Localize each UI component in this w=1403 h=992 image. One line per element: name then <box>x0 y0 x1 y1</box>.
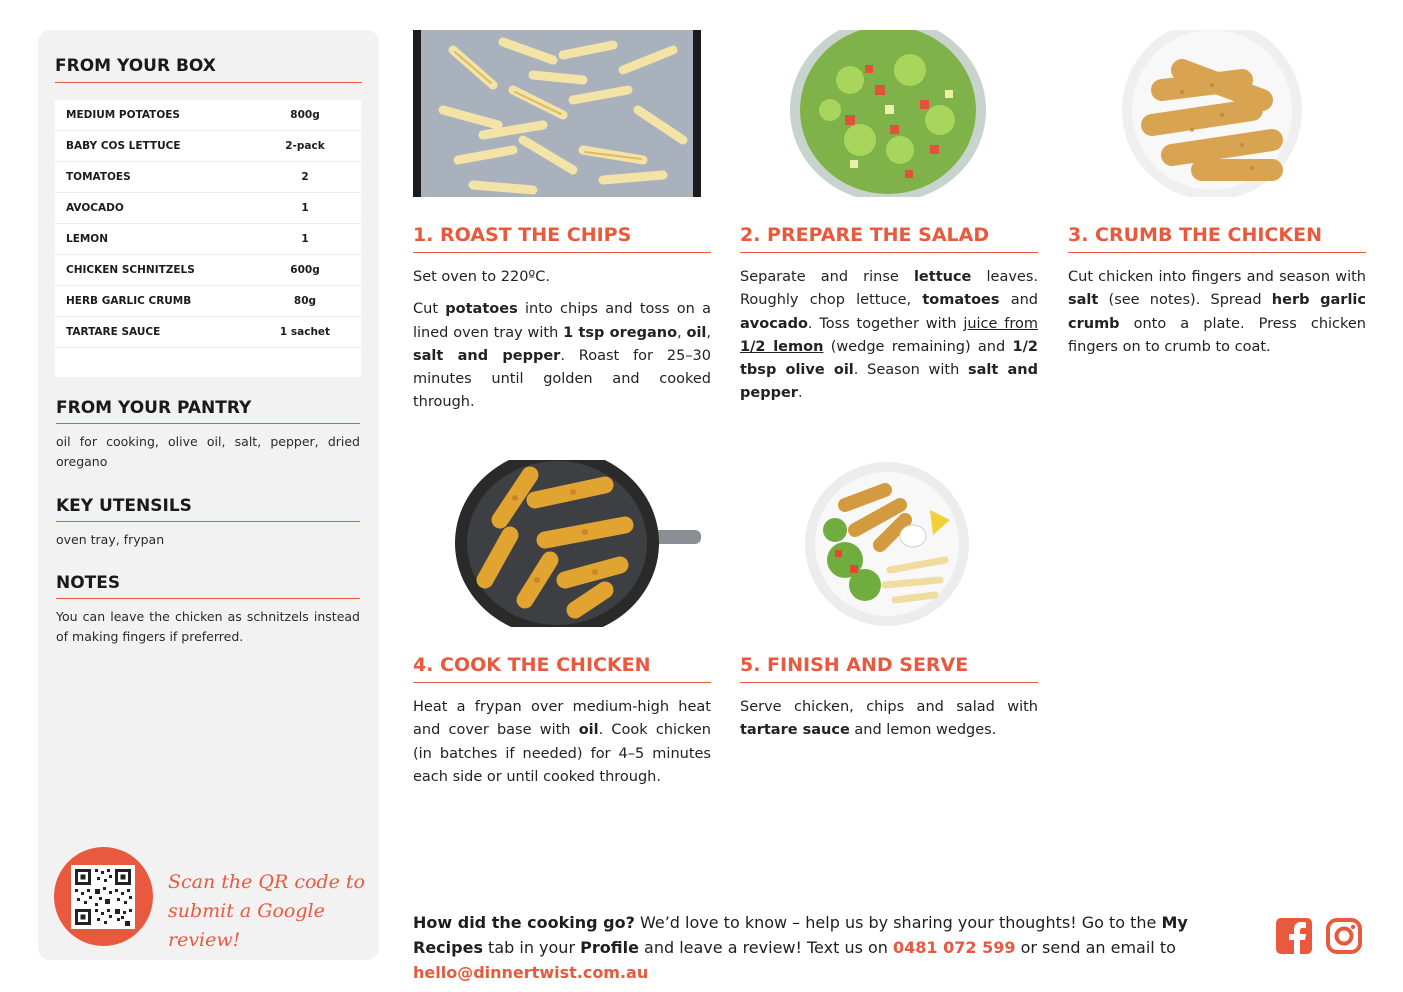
step-3-title: 3. CRUMB THE CHICKEN <box>1068 224 1366 253</box>
ingredient-name: HERB GARLIC CRUMB <box>66 295 192 307</box>
step-2-title: 2. PREPARE THE SALAD <box>740 224 1038 253</box>
from-your-box-heading: FROM YOUR BOX <box>55 56 362 83</box>
table-row <box>55 100 361 131</box>
step-1-p2: Cut potatoes into chips and toss on a lined oven tray with 1 tsp oregano, oil, salt and pepper. Roast for 25–30 minutes until golden and cooked through. <box>413 301 712 411</box>
table-row <box>55 317 361 348</box>
qr-code[interactable] <box>71 865 135 929</box>
qr-caption-line1: Scan the QR code to <box>168 871 365 893</box>
profile-label: Profile <box>580 938 639 957</box>
step-2-p1: Separate and rinse lettuce leaves. Roughly chop lettuce, tomatoes and avocado. Toss together with juice from 1/2 lemon (wedge remaining) and 1/2 tbsp olive oil. Season with salt and pepper. <box>740 269 1039 402</box>
my-recipes-label: My Recipes <box>413 913 1188 957</box>
step-1-text <box>413 266 711 424</box>
roast-chips-photo <box>413 30 701 197</box>
ingredient-qty: 1 <box>301 202 309 214</box>
qr-caption <box>168 868 368 955</box>
pantry-heading: FROM YOUR PANTRY <box>56 398 360 424</box>
ingredients-table <box>55 100 361 377</box>
step-4-p1: Heat a frypan over medium-high heat and cover base with oil. Cook chicken (in batches if needed) for 4–5 minutes each side or until cooked through. <box>413 699 712 785</box>
step-5-p1: Serve chicken, chips and salad with tartare sauce and lemon wedges. <box>740 699 1038 739</box>
sidebar-panel <box>38 30 379 960</box>
ingredient-name: TOMATOES <box>66 171 131 183</box>
utensils-text: oven tray, frypan <box>56 532 165 547</box>
ingredient-qty: 2 <box>301 171 309 183</box>
pantry-text: oil for cooking, olive oil, salt, pepper, dried oregano <box>56 434 360 469</box>
step-1-p1: Set oven to 220ºC. <box>413 269 550 285</box>
utensils-section <box>56 496 360 550</box>
ingredient-name: TARTARE SAUCE <box>66 326 161 338</box>
table-row <box>55 131 361 162</box>
ingredient-qty: 800g <box>290 109 320 121</box>
table-row <box>55 162 361 193</box>
ingredient-name: MEDIUM POTATOES <box>66 109 180 121</box>
notes-section <box>56 573 360 647</box>
ingredient-qty: 1 sachet <box>279 326 331 338</box>
frypan-photo <box>455 460 701 627</box>
ingredient-name: LEMON <box>66 233 109 245</box>
qr-caption-line2: submit a Google review! <box>168 900 325 951</box>
ingredient-qty: 80g <box>293 295 317 307</box>
salad-photo <box>790 30 986 197</box>
phone-link[interactable]: 0481 072 599 <box>893 938 1016 957</box>
review-footer: How did the cooking go? We’d love to know – help us by sharing your thoughts! Go to the My Recipes tab in your Profile and leave a review! Text us on 0481 072 599 or send an email to hello@dinnertwist.com.au <box>413 913 1188 982</box>
notes-heading: NOTES <box>56 573 360 599</box>
table-row <box>55 255 361 286</box>
ingredient-qty: 2-pack <box>285 140 325 152</box>
facebook-icon[interactable] <box>1275 917 1313 955</box>
finished-plate-photo <box>805 460 969 627</box>
ingredient-qty: 600g <box>290 264 320 276</box>
crumbed-chicken-photo <box>1122 30 1302 197</box>
step-1-title: 1. ROAST THE CHIPS <box>413 224 711 253</box>
step-3-text <box>1068 266 1366 368</box>
table-row <box>55 224 361 255</box>
step-5-title: 5. FINISH AND SERVE <box>740 654 1038 683</box>
table-row <box>55 286 361 317</box>
ingredient-qty: 1 <box>301 233 309 245</box>
qr-badge <box>54 847 153 946</box>
step-4-title: 4. COOK THE CHICKEN <box>413 654 711 683</box>
step-2-text <box>740 266 1038 415</box>
step-5-text <box>740 696 1038 752</box>
utensils-heading: KEY UTENSILS <box>56 496 360 522</box>
step-4-text <box>413 696 711 798</box>
pantry-section <box>56 398 360 472</box>
ingredient-name: BABY COS LETTUCE <box>66 140 181 152</box>
footer-question: How did the cooking go? <box>413 913 635 932</box>
ingredient-name: CHICKEN SCHNITZELS <box>66 264 195 276</box>
instagram-icon[interactable] <box>1325 917 1363 955</box>
table-row <box>55 193 361 224</box>
email-link[interactable]: hello@dinnertwist.com.au <box>413 963 649 982</box>
step-3-p1: Cut chicken into fingers and season with salt (see notes). Spread herb garlic crumb onto a plate. Press chicken fingers on to crumb to coat. <box>1068 269 1366 355</box>
notes-text: You can leave the chicken as schnitzels instead of making fingers if preferred. <box>56 609 360 644</box>
ingredient-name: AVOCADO <box>66 202 124 214</box>
